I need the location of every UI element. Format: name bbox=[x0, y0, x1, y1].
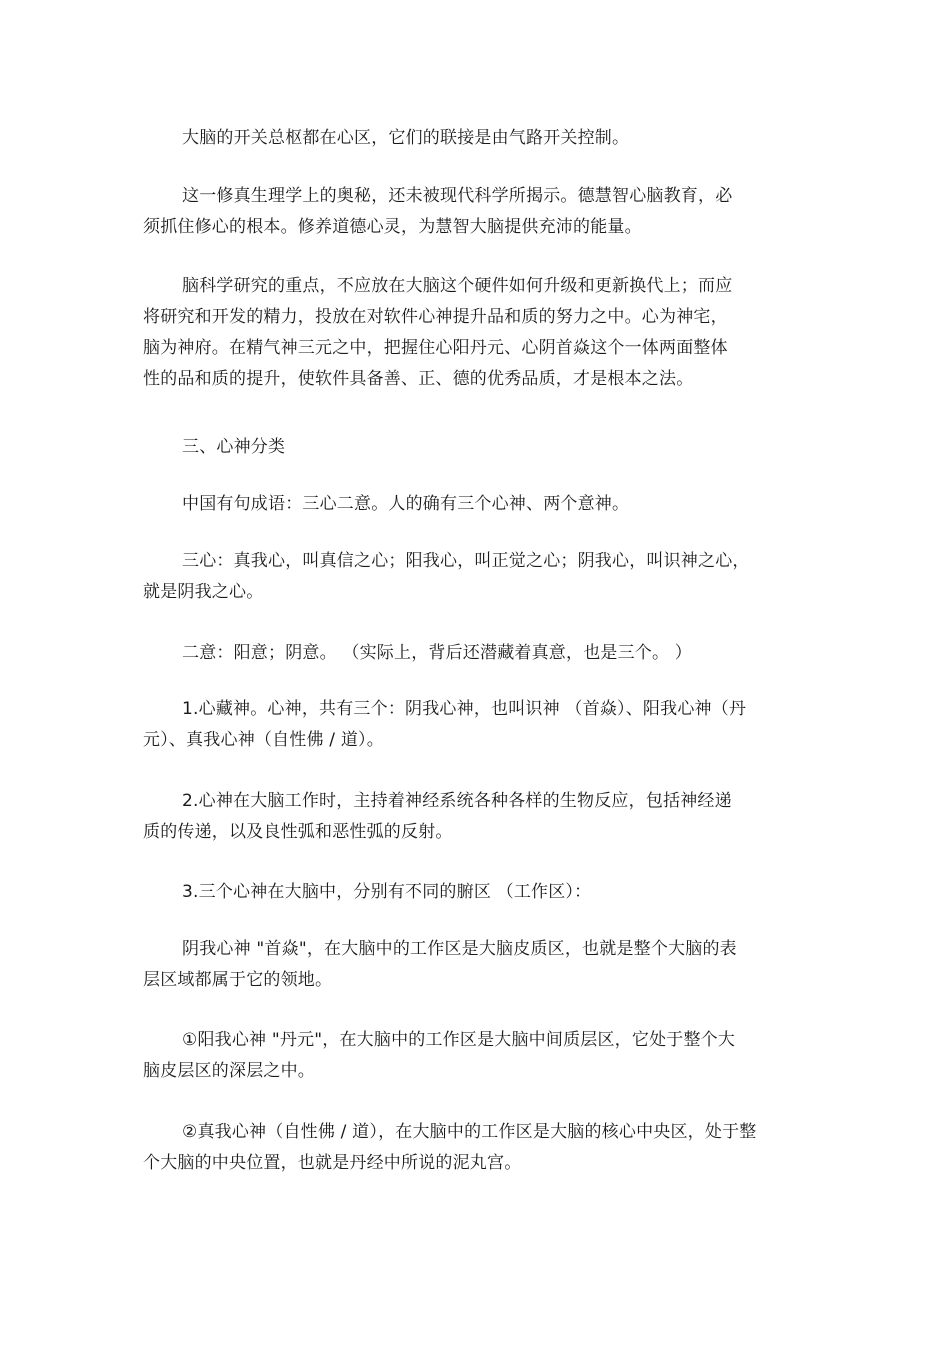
section-heading bbox=[143, 432, 793, 463]
paragraph-line: 个大脑的中央位置，也就是丹经中所说的泥丸宫。 bbox=[143, 1153, 522, 1173]
paragraph-line: 中国有句成语：三心二意。人的确有三个心神、两个意神。 bbox=[182, 494, 630, 514]
paragraph-line: 2.心神在大脑工作时，主持着神经系统各种各样的生物反应，包括神经递 bbox=[182, 791, 732, 811]
paragraph-10 bbox=[143, 877, 793, 908]
paragraph-line: 这一修真生理学上的奥秘，还未被现代科学所揭示。德慧智心脑教育，必 bbox=[182, 186, 733, 206]
paragraph-12 bbox=[143, 1025, 793, 1087]
paragraph-line: 脑皮层区的深层之中。 bbox=[143, 1061, 315, 1081]
paragraph-1 bbox=[143, 123, 793, 154]
paragraph-line: 性的品和质的提升，使软件具备善、正、德的优秀品质，才是根本之法。 bbox=[143, 369, 694, 389]
paragraph-line: 脑科学研究的重点，不应放在大脑这个硬件如何升级和更新换代上；而应 bbox=[182, 276, 733, 296]
paragraph-line: 质的传递，以及良性弧和恶性弧的反射。 bbox=[143, 822, 453, 842]
paragraph-line: 1.心藏神。心神，共有三个：阴我心神，也叫识神 （首焱）、阳我心神（丹 bbox=[182, 699, 747, 719]
paragraph-line: 三心：真我心，叫真信之心；阳我心，叫正觉之心；阴我心，叫识神之心， bbox=[182, 551, 750, 571]
paragraph-line: 就是阴我之心。 bbox=[143, 582, 264, 602]
paragraph-line: 二意：阳意；阴意。 （实际上，背后还潜藏着真意，也是三个。 ） bbox=[182, 643, 693, 663]
paragraph-3 bbox=[143, 271, 793, 395]
paragraph-line: 脑为神府。在精气神三元之中，把握住心阳丹元、心阴首焱这个一体两面整体 bbox=[143, 338, 728, 358]
paragraph-line: 须抓住修心的根本。修养道德心灵，为慧智大脑提供充沛的能量。 bbox=[143, 217, 642, 237]
paragraph-7 bbox=[143, 638, 793, 669]
paragraph-9 bbox=[143, 786, 793, 848]
paragraph-line: 层区域都属于它的领地。 bbox=[143, 970, 333, 990]
paragraph-13 bbox=[143, 1117, 793, 1179]
paragraph-5 bbox=[143, 489, 793, 520]
paragraph-line: 3.三个心神在大脑中，分别有不同的腑区 （工作区）： bbox=[182, 882, 592, 902]
paragraph-line: 元）、真我心神（自性佛 / 道）。 bbox=[143, 730, 384, 750]
paragraph-line: 阴我心神 "首焱"，在大脑中的工作区是大脑皮质区，也就是整个大脑的表 bbox=[182, 939, 737, 959]
paragraph-line: ①阳我心神 "丹元"，在大脑中的工作区是大脑中间质层区，它处于整个大 bbox=[182, 1030, 736, 1050]
paragraph-11 bbox=[143, 934, 793, 996]
paragraph-line: 将研究和开发的精力，投放在对软件心神提升品和质的努力之中。心为神宅， bbox=[143, 307, 728, 327]
paragraph-2 bbox=[143, 181, 793, 243]
section-heading-text: 三、心神分类 bbox=[182, 437, 286, 457]
paragraph-line: ②真我心神（自性佛 / 道），在大脑中的工作区是大脑的核心中央区，处于整 bbox=[182, 1122, 757, 1142]
paragraph-6 bbox=[143, 546, 793, 608]
paragraph-8 bbox=[143, 694, 793, 756]
paragraph-line: 大脑的开关总枢都在心区，它们的联接是由气路开关控制。 bbox=[182, 128, 630, 148]
